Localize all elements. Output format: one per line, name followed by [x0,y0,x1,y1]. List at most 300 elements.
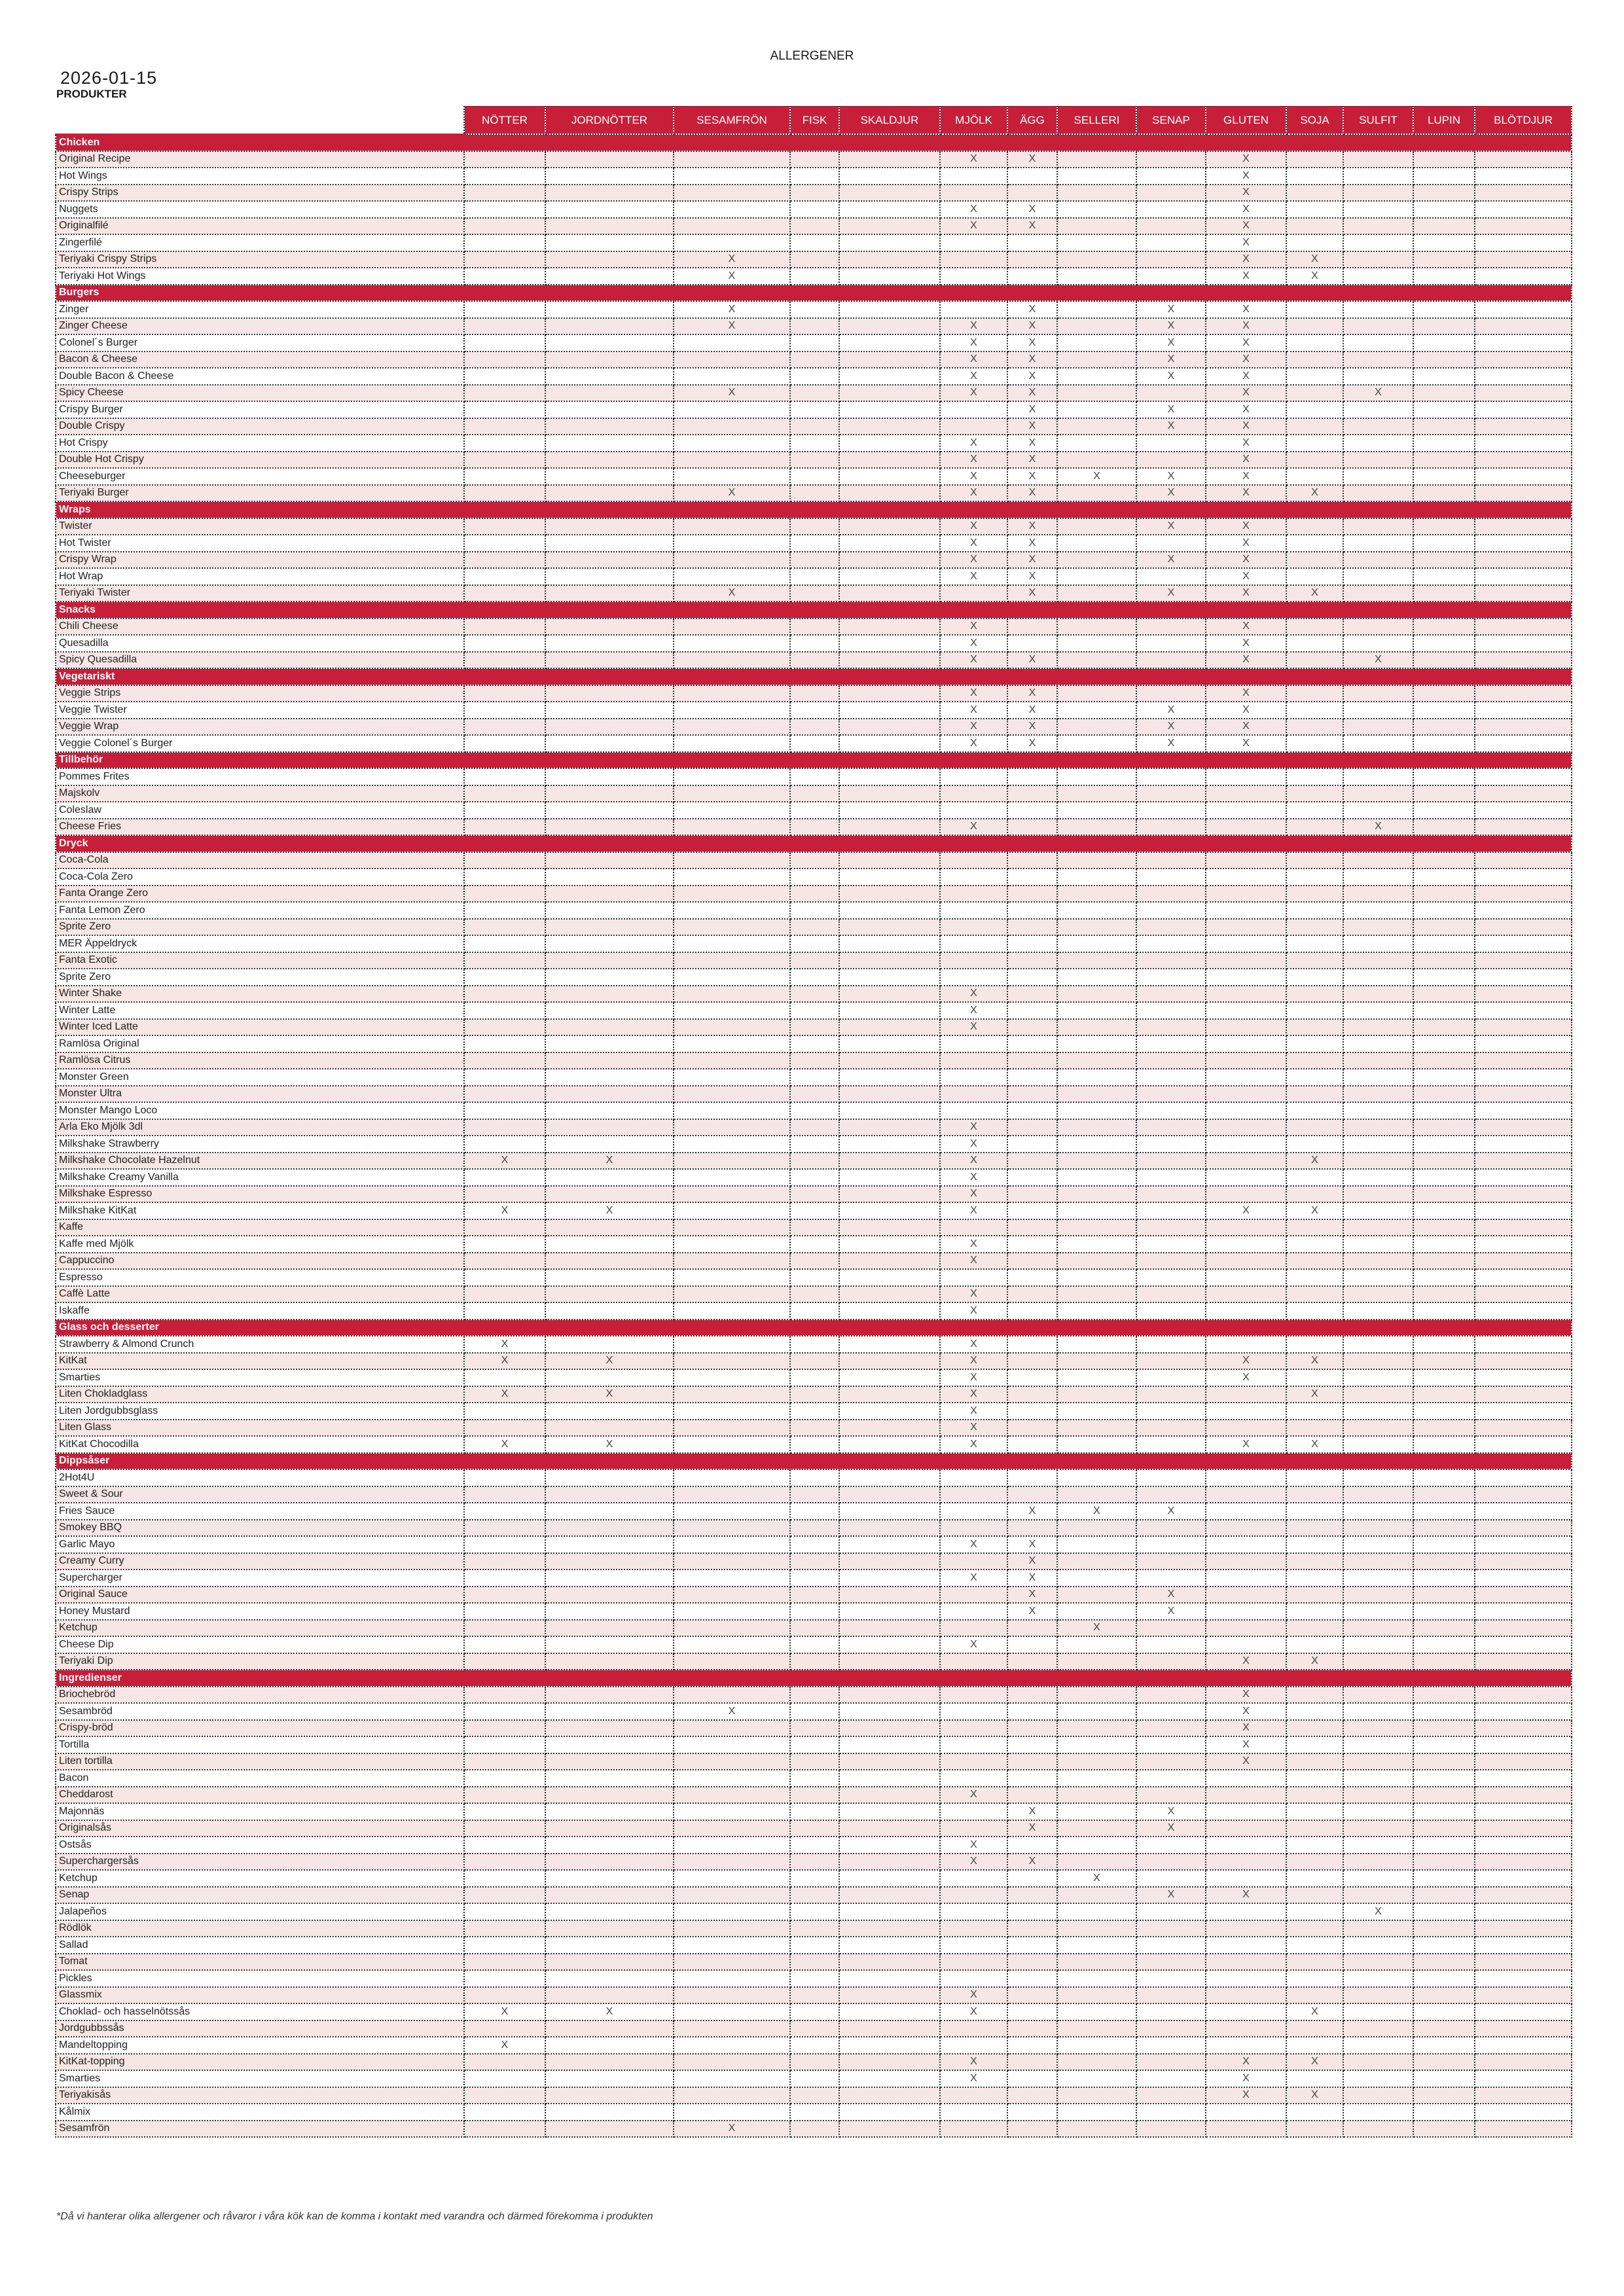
product-name: Spicy Cheese [56,385,464,402]
allergen-cell [674,218,790,235]
allergen-mark: X [1206,1653,1286,1670]
allergen-cell [1286,318,1343,335]
allergen-cell [839,201,940,218]
allergen-mark: X [1343,1903,1413,1920]
allergen-cell [1343,1770,1413,1787]
allergen-cell [1007,1302,1057,1319]
product-row [56,218,1572,235]
allergen-cell [940,852,1007,869]
allergen-cell [1343,952,1413,969]
allergen-cell [1007,1520,1057,1537]
allergen-cell [1413,568,1475,585]
product-row [56,2087,1572,2104]
allergen-mark: X [1286,1153,1343,1170]
allergen-cell [1136,1469,1206,1486]
allergen-cell [1413,251,1475,268]
product-row [56,785,1572,802]
allergen-cell [839,702,940,719]
product-row [56,1469,1572,1486]
allergen-cell [1007,986,1057,1003]
allergen-cell [1057,1386,1136,1403]
allergen-cell [1057,619,1136,636]
allergen-cell [940,1503,1007,1520]
allergen-cell [1343,351,1413,368]
allergen-cell [839,452,940,469]
allergen-cell [1413,1970,1475,1987]
allergen-cell [1286,1720,1343,1737]
product-name: Teriyaki Dip [56,1653,464,1670]
product-name: KitKat [56,1353,464,1370]
allergen-cell [464,1503,545,1520]
allergen-cell [1136,986,1206,1003]
allergen-mark: X [1007,385,1057,402]
allergen-cell [1286,1887,1343,1904]
allergen-cell [1057,1486,1136,1503]
allergen-cell [1057,1587,1136,1604]
allergen-mark: X [1206,151,1286,168]
allergen-cell [1343,1920,1413,1937]
allergen-cell [1007,1136,1057,1153]
product-row [56,919,1572,936]
allergen-cell [790,318,839,335]
allergen-cell [1413,919,1475,936]
allergen-cell [545,652,674,669]
allergen-cell [940,2104,1007,2121]
allergen-cell [940,1035,1007,1052]
allergen-cell [545,1520,674,1537]
allergen-cell [1343,702,1413,719]
allergen-cell [1136,2121,1206,2138]
allergen-cell [790,2104,839,2121]
allergen-cell [1007,2037,1057,2054]
allergen-cell [1057,334,1136,351]
allergen-cell [1206,852,1286,869]
allergen-cell [1475,1236,1572,1253]
allergen-cell [1475,1937,1572,1954]
allergen-cell [1286,1970,1343,1987]
allergen-mark: X [464,1336,545,1353]
allergen-cell [464,1520,545,1537]
allergen-cell [1136,1870,1206,1887]
allergen-cell [839,468,940,485]
allergen-cell [1475,869,1572,886]
product-name: Pickles [56,1970,464,1987]
allergen-cell [839,1753,940,1770]
product-name: Bacon [56,1770,464,1787]
allergen-cell [839,234,940,251]
allergen-mark: X [1136,334,1206,351]
allergen-cell [1343,301,1413,318]
allergen-cell [1007,1486,1057,1503]
allergen-cell [1413,1169,1475,1186]
allergen-cell [464,652,545,669]
allergen-cell [1413,268,1475,285]
allergen-cell [1057,301,1136,318]
product-row [56,1753,1572,1770]
allergen-cell [545,919,674,936]
product-name: Crispy-bröd [56,1720,464,1737]
allergen-cell [545,1102,674,1119]
allergen-mark: X [1057,1503,1136,1520]
allergen-cell [1413,151,1475,168]
allergen-cell [1413,2037,1475,2054]
product-name: Teriyaki Crispy Strips [56,251,464,268]
allergen-cell [1136,1202,1206,1219]
allergen-mark: X [940,2070,1007,2087]
allergen-cell [1136,952,1206,969]
product-row [56,234,1572,251]
allergen-cell [1413,969,1475,986]
allergen-cell [674,1970,790,1987]
category-row [56,668,1572,685]
allergen-cell [1136,1153,1206,1170]
allergen-cell [1136,234,1206,251]
allergen-cell [1343,1753,1413,1770]
allergen-cell [464,234,545,251]
allergen-cell [1475,1536,1572,1553]
allergen-cell [1343,2037,1413,2054]
allergen-cell [545,552,674,569]
product-name: Pommes Frites [56,768,464,785]
allergen-cell [839,1186,940,1203]
allergen-cell [1007,2070,1057,2087]
allergen-mark: X [1007,301,1057,318]
allergen-cell [545,2121,674,2138]
allergen-cell [674,518,790,535]
allergen-cell [1413,1837,1475,1854]
allergen-cell [1413,1503,1475,1520]
allergen-mark: X [1136,351,1206,368]
allergen-cell [1007,768,1057,785]
allergen-cell [1475,1970,1572,1987]
allergen-cell [1286,785,1343,802]
allergen-cell [1007,168,1057,185]
product-row [56,768,1572,785]
allergen-cell [1413,1587,1475,1604]
allergen-cell [1413,819,1475,836]
allergen-cell [1057,2054,1136,2071]
allergen-cell [545,1887,674,1904]
product-name: KitKat Chocodilla [56,1436,464,1453]
allergen-cell [1475,1770,1572,1787]
product-row [56,151,1572,168]
allergen-cell [1413,852,1475,869]
allergen-cell [839,552,940,569]
allergen-cell [1343,685,1413,702]
product-name: Iskaffe [56,1302,464,1319]
allergen-cell [1413,1019,1475,1036]
allergen-cell [545,485,674,502]
allergen-cell [839,518,940,535]
allergen-cell [1286,2020,1343,2037]
allergen-cell [839,1420,940,1437]
allergen-cell [940,1653,1007,1670]
allergen-cell [1057,1903,1136,1920]
allergen-cell [1343,1219,1413,1236]
allergen-cell [1136,1520,1206,1537]
product-row [56,268,1572,285]
category-row [56,835,1572,852]
allergen-cell [674,635,790,652]
allergen-cell [1057,935,1136,952]
allergen-cell [790,1069,839,1086]
allergen-cell [839,151,940,168]
allergen-mark: X [940,1987,1007,2004]
allergen-cell [839,869,940,886]
allergen-cell [1413,552,1475,569]
allergen-cell [674,2104,790,2121]
allergen-cell [790,568,839,585]
allergen-cell [1286,1253,1343,1270]
product-name: Hot Crispy [56,435,464,452]
allergen-cell [1057,1469,1136,1486]
allergen-cell [1413,334,1475,351]
allergen-cell [1057,168,1136,185]
allergen-mark: X [1286,1202,1343,1219]
allergen-cell [1475,886,1572,903]
allergen-cell [464,935,545,952]
allergen-cell [790,234,839,251]
allergen-cell [1057,819,1136,836]
allergen-cell [674,1269,790,1286]
allergen-cell [545,2020,674,2037]
allergen-cell [1475,1019,1572,1036]
allergen-cell [1007,1169,1057,1186]
allergen-cell [464,535,545,552]
allergen-cell [674,1820,790,1837]
allergen-cell [1475,218,1572,235]
allergen-cell [1475,1119,1572,1136]
allergen-cell [1475,1253,1572,1270]
allergen-cell [1343,401,1413,418]
allergen-cell [1475,735,1572,752]
allergen-mark: X [940,568,1007,585]
allergen-cell [674,1603,790,1620]
product-name: Milkshake Creamy Vanilla [56,1169,464,1186]
allergen-cell [545,802,674,819]
allergen-cell [1057,735,1136,752]
allergen-cell [1136,1553,1206,1570]
allergen-cell [1007,969,1057,986]
allergen-cell [839,1253,940,1270]
allergen-cell [1343,1803,1413,1820]
product-name: Coca-Cola [56,852,464,869]
allergen-cell [464,1903,545,1920]
allergen-mark: X [940,1236,1007,1253]
product-row [56,568,1572,585]
allergen-cell [464,251,545,268]
allergen-cell [545,2037,674,2054]
allergen-cell [1136,1486,1206,1503]
allergen-cell [1475,351,1572,368]
allergen-cell [674,952,790,969]
allergen-cell [1475,969,1572,986]
allergen-cell [1136,1169,1206,1186]
product-name: Zinger [56,301,464,318]
allergen-mark: X [1007,418,1057,435]
product-row [56,1503,1572,1520]
allergen-cell [1343,1102,1413,1119]
allergen-cell [1475,185,1572,202]
allergen-cell [674,435,790,452]
product-row [56,1770,1572,1787]
allergen-cell [674,969,790,986]
product-row [56,1119,1572,1136]
allergen-cell [674,1186,790,1203]
allergen-cell [790,802,839,819]
allergen-cell [545,1553,674,1570]
allergen-cell [674,2087,790,2104]
allergen-cell [1343,986,1413,1003]
allergen-cell [1007,185,1057,202]
allergen-cell [1136,902,1206,919]
product-row [56,2003,1572,2020]
allergen-cell [545,168,674,185]
allergen-cell [1206,1019,1286,1036]
allergen-cell [1413,1887,1475,1904]
allergen-cell [839,635,940,652]
allergen-cell [1057,1119,1136,1136]
allergen-cell [790,1086,839,1103]
allergen-mark: X [1206,168,1286,185]
allergen-cell [545,1286,674,1303]
allergen-cell [1206,1620,1286,1637]
allergen-cell [1007,952,1057,969]
allergen-cell [940,869,1007,886]
allergen-mark: X [1286,268,1343,285]
allergen-mark: X [1206,1369,1286,1386]
category-title: Snacks [56,601,1572,619]
allergen-cell [839,535,940,552]
allergen-cell [1475,318,1572,335]
product-name: Fanta Exotic [56,952,464,969]
product-name: Sprite Zero [56,919,464,936]
allergen-cell [464,1219,545,1236]
product-row [56,1954,1572,1971]
allergen-mark: X [940,201,1007,218]
allergen-cell [674,735,790,752]
allergen-mark: X [1007,1587,1057,1604]
allergen-cell [464,719,545,736]
allergen-cell [545,1302,674,1319]
allergen-cell [1475,2003,1572,2020]
allergen-cell [545,635,674,652]
allergen-cell [1286,1787,1343,1804]
allergen-mark: X [940,1169,1007,1186]
category-row [56,501,1572,518]
allergen-mark: X [1343,819,1413,836]
product-row [56,518,1572,535]
allergen-mark: X [1206,452,1286,469]
allergen-cell [1007,1887,1057,1904]
category-title: Vegetariskt [56,668,1572,685]
allergen-mark: X [674,318,790,335]
allergen-cell [1007,1253,1057,1270]
allergen-cell [674,1520,790,1537]
allergen-cell [1057,969,1136,986]
product-name: Coca-Cola Zero [56,869,464,886]
allergen-mark: X [940,1186,1007,1203]
allergen-cell [790,935,839,952]
allergen-mark: X [1057,1620,1136,1637]
allergen-cell [674,168,790,185]
allergen-cell [1475,1870,1572,1887]
allergen-cell [1057,1369,1136,1386]
allergen-cell [1475,1486,1572,1503]
allergen-cell [674,685,790,702]
allergen-cell [790,1787,839,1804]
allergen-cell [674,1420,790,1437]
allergen-mark: X [1286,1436,1343,1453]
allergen-cell [1206,1002,1286,1019]
allergen-cell [1343,234,1413,251]
allergen-cell [1413,1703,1475,1720]
product-row [56,1102,1572,1119]
allergen-cell [464,1870,545,1887]
allergen-cell [1475,785,1572,802]
product-name: Ketchup [56,1870,464,1887]
allergen-cell [1206,1503,1286,1520]
allergen-cell [545,819,674,836]
allergen-cell [464,886,545,903]
product-name: Kålmix [56,2104,464,2121]
allergen-cell [1413,869,1475,886]
allergen-cell [1475,1269,1572,1286]
product-name: Majonnäs [56,1803,464,1820]
allergen-cell [1007,1052,1057,1069]
allergen-cell [1413,1553,1475,1570]
allergen-cell [1343,886,1413,903]
allergen-cell [1475,435,1572,452]
allergen-cell [1413,1770,1475,1787]
allergen-cell [1343,268,1413,285]
allergen-cell [940,2020,1007,2037]
allergen-cell [1413,1236,1475,1253]
allergen-cell [839,2087,940,2104]
allergen-cell [1343,2054,1413,2071]
allergen-cell [839,2003,940,2020]
allergen-cell [1343,334,1413,351]
allergen-cell [839,2121,940,2138]
allergen-cell [1136,768,1206,785]
allergen-cell [545,1219,674,1236]
allergen-cell [1475,1803,1572,1820]
allergen-cell [545,401,674,418]
allergen-cell [1413,2003,1475,2020]
allergen-cell [1007,919,1057,936]
allergen-cell [940,1753,1007,1770]
allergen-cell [545,1620,674,1637]
product-name: Honey Mustard [56,1603,464,1620]
allergen-cell [1413,802,1475,819]
allergen-cell [1413,1202,1475,1219]
allergen-cell [545,685,674,702]
product-name: Monster Ultra [56,1086,464,1103]
allergen-cell [1007,2104,1057,2121]
allergen-cell [790,1603,839,1620]
allergen-cell [839,1302,940,1319]
allergen-mark: X [940,468,1007,485]
allergen-cell [839,1086,940,1103]
allergen-cell [1057,1570,1136,1587]
product-name: Milkshake Espresso [56,1186,464,1203]
allergen-cell [1413,318,1475,335]
allergen-cell [1007,1753,1057,1770]
allergen-cell [1413,1119,1475,1136]
allergen-mark: X [1136,368,1206,385]
allergen-cell [1413,2104,1475,2121]
allergen-cell [1343,435,1413,452]
